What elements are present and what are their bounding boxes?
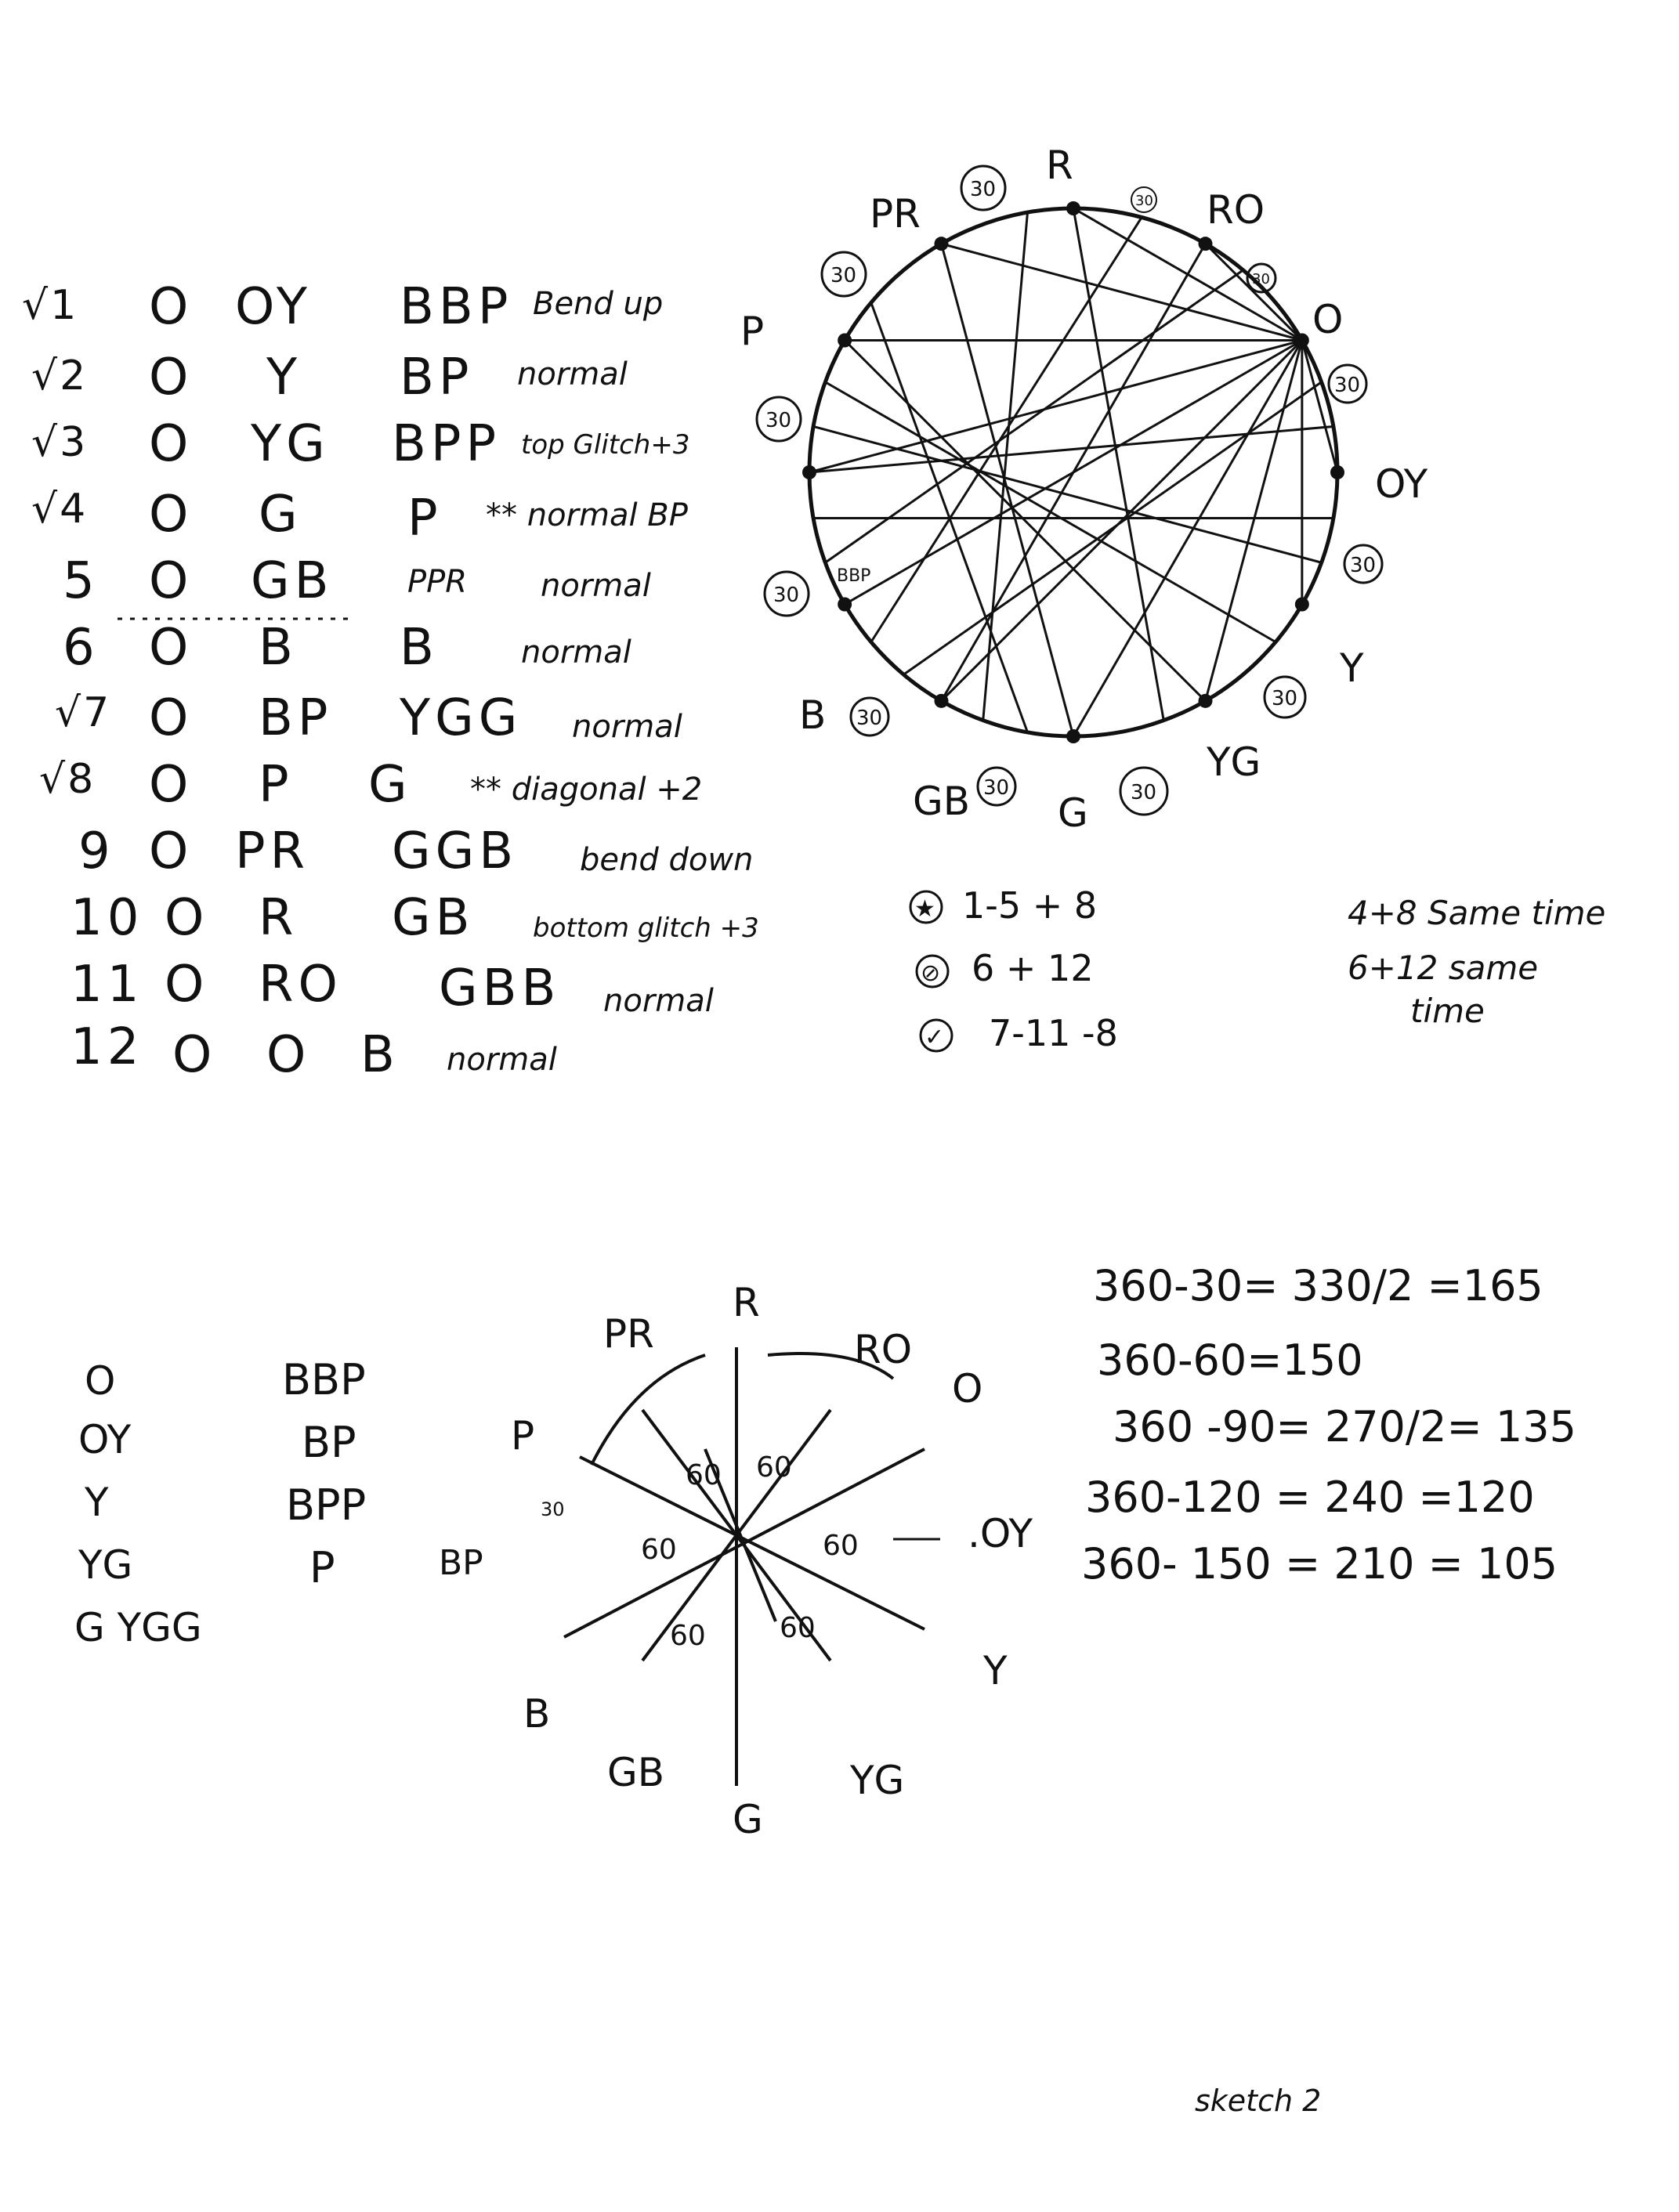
label-oy: .OY <box>968 1511 1033 1556</box>
wheel-node <box>935 237 949 251</box>
row-note: normal <box>603 983 714 1019</box>
angle-label: 30 <box>541 1498 565 1520</box>
row-from: O <box>149 756 194 814</box>
angle-mark <box>978 768 1015 805</box>
top-wheel <box>740 143 1428 836</box>
svg-text:30: 30 <box>1272 687 1298 710</box>
label-ro: RO <box>854 1327 913 1372</box>
angle-label: 60 <box>686 1459 722 1491</box>
row-to: BP <box>400 349 474 407</box>
label-yg: YG <box>1207 739 1261 785</box>
calculations <box>1081 1261 1576 1589</box>
row-note: normal <box>541 568 651 604</box>
wheel-node <box>1295 334 1309 348</box>
group-item <box>910 884 1097 927</box>
row-dir: YG <box>251 415 330 473</box>
label-gb: GB <box>913 779 971 824</box>
label-y: Y <box>983 1648 1008 1693</box>
chord-line <box>942 244 1302 340</box>
label-b: B <box>523 1691 551 1737</box>
wheel-spokes <box>564 1347 925 1786</box>
row-from: O <box>149 822 194 880</box>
wheel-node <box>1330 465 1344 479</box>
label-y: Y <box>1340 645 1364 691</box>
bottom-lists <box>74 1355 483 1650</box>
row-dir: G <box>259 486 302 544</box>
same-time-line3: time <box>1410 992 1485 1030</box>
row-note: ** diagonal +2 <box>470 772 703 808</box>
svg-text:30: 30 <box>1350 554 1377 577</box>
row-note: bottom glitch +3 <box>533 913 759 944</box>
wheel-node <box>1199 694 1213 708</box>
group-mark: ⊘ <box>921 960 941 987</box>
svg-text:30: 30 <box>765 409 792 432</box>
row-to: BBP <box>400 278 513 336</box>
group-text: 1-5 + 8 <box>962 884 1098 927</box>
wheel-chords <box>809 208 1337 736</box>
angle-mark <box>1265 677 1305 717</box>
bottom-wheel <box>511 1280 1033 1842</box>
label-o: O <box>1312 297 1344 342</box>
label-g: G <box>733 1797 763 1842</box>
angle-mark <box>822 252 866 296</box>
row-to: B <box>360 1026 400 1084</box>
angle-label: 60 <box>670 1620 706 1652</box>
angle-label: 60 <box>780 1612 816 1644</box>
label-yg: YG <box>850 1758 905 1803</box>
label-r: R <box>1046 143 1073 188</box>
row-dir: Y <box>266 349 302 407</box>
label-pr: PR <box>603 1311 654 1357</box>
group-mark: ✓ <box>925 1024 945 1051</box>
chord-line <box>1206 341 1302 701</box>
row-check: √7 <box>55 689 112 736</box>
svg-text:30: 30 <box>773 584 800 607</box>
angle-label: 60 <box>823 1530 859 1562</box>
same-time-line2: 6+12 same <box>1348 949 1539 987</box>
svg-text:30: 30 <box>856 707 883 730</box>
row-check: √4 <box>31 486 89 533</box>
row-note: normal <box>447 1042 557 1078</box>
group-item <box>921 1012 1118 1054</box>
angle-label: 60 <box>756 1451 792 1484</box>
footer-label: sketch 2 <box>1195 2084 1322 2118</box>
svg-text:30: 30 <box>1334 374 1361 397</box>
group-text: 7-11 -8 <box>989 1012 1118 1054</box>
calc-line: 360 -90= 270/2= 135 <box>1113 1402 1576 1451</box>
label-g: G <box>1058 790 1088 836</box>
row-to: PPR <box>407 564 468 600</box>
row-from: O <box>149 415 194 473</box>
row-note: normal <box>521 634 631 670</box>
row-number: 12 <box>71 1018 144 1076</box>
row-to: GBB <box>439 960 561 1017</box>
row-from: O <box>149 486 194 544</box>
row-from: O <box>165 956 209 1014</box>
calc-line: 360-60=150 <box>1097 1336 1363 1385</box>
row-number: 5 <box>63 552 100 610</box>
row-check: √8 <box>39 756 96 803</box>
row-number: 9 <box>78 822 115 880</box>
row-check: √2 <box>31 352 89 399</box>
calc-line: 360- 150 = 210 = 105 <box>1081 1539 1558 1589</box>
svg-text:30: 30 <box>830 264 857 287</box>
svg-text:30: 30 <box>1135 193 1153 209</box>
label-ro: RO <box>1207 187 1265 233</box>
row-from: O <box>149 278 194 336</box>
row-note: normal <box>517 356 628 392</box>
svg-text:30: 30 <box>970 178 997 201</box>
angle-mark <box>765 572 809 616</box>
label-p: P <box>740 309 765 354</box>
same-time-line1: 4+8 Same time <box>1348 894 1606 932</box>
row-to: GGB <box>392 822 519 880</box>
col1-item: Y <box>85 1480 109 1525</box>
row-number: 10 <box>71 889 144 947</box>
row-to: B <box>400 619 439 677</box>
col1-item: G YGG <box>74 1605 202 1650</box>
row-from: O <box>165 889 209 947</box>
chord-line <box>813 426 1322 562</box>
row-check: √3 <box>31 419 89 466</box>
row-note: top Glitch+3 <box>521 429 690 461</box>
row-note: Bend up <box>533 286 664 322</box>
col1-item: O <box>85 1358 116 1404</box>
row-dir: OY <box>235 278 312 336</box>
wheel-node <box>1066 201 1080 215</box>
row-from: O <box>149 552 194 610</box>
label-oy: OY <box>1375 461 1428 507</box>
col2-item: BP <box>302 1418 356 1467</box>
row-from: O <box>149 619 194 677</box>
chord-line <box>809 341 1302 473</box>
angle-mark <box>1344 545 1382 583</box>
angle-mark <box>961 166 1005 210</box>
group-legend <box>910 884 1118 1054</box>
label-r: R <box>733 1280 760 1325</box>
label-bbp: BBP <box>837 566 871 586</box>
group-item <box>917 947 1094 989</box>
row-to: P <box>407 490 443 548</box>
col2-item: BPP <box>286 1480 367 1530</box>
row-dir: O <box>266 1026 311 1084</box>
chord-line <box>983 212 1028 721</box>
angle-mark <box>1131 187 1156 212</box>
wheel-node <box>1066 729 1080 743</box>
label-b: B <box>799 692 827 738</box>
label-p: P <box>511 1413 535 1458</box>
row-from: O <box>149 349 194 407</box>
calc-line: 360-120 = 240 =120 <box>1085 1473 1535 1522</box>
angle-mark <box>1120 768 1167 815</box>
row-note: normal <box>572 709 682 745</box>
angle-mark <box>1329 365 1366 403</box>
label-gb: GB <box>607 1750 665 1795</box>
group-mark: ★ <box>914 895 935 923</box>
svg-text:30: 30 <box>983 776 1010 800</box>
row-number: 11 <box>71 956 144 1014</box>
row-note: ** normal BP <box>486 497 688 533</box>
wheel-node <box>838 598 852 612</box>
row-to: BPP <box>392 415 501 473</box>
row-from: O <box>149 689 194 747</box>
row-to: GB <box>392 889 475 947</box>
row-number: 6 <box>63 619 100 677</box>
svg-text:30: 30 <box>1131 781 1157 804</box>
extra-label: BP <box>439 1543 483 1583</box>
row-dir: GB <box>251 552 334 610</box>
wheel-node <box>838 334 852 348</box>
label-pr: PR <box>870 191 921 237</box>
wheel-node <box>935 694 949 708</box>
chord-line <box>1302 341 1337 473</box>
row-from: O <box>172 1026 217 1084</box>
arc <box>592 1355 705 1465</box>
row-note: bend down <box>580 842 754 878</box>
wheel-node <box>802 465 816 479</box>
row-to: G <box>368 756 412 814</box>
row-check: √1 <box>22 282 79 329</box>
col1-item: OY <box>78 1417 132 1462</box>
row-to: YGG <box>400 689 523 747</box>
angle-label: 60 <box>641 1534 677 1566</box>
row-dir: R <box>259 889 299 947</box>
wheel-node <box>1295 598 1309 612</box>
group-text: 6 + 12 <box>972 947 1094 989</box>
row-dir: RO <box>259 956 342 1014</box>
col2-item: BBP <box>282 1355 366 1404</box>
svg-text:30: 30 <box>1252 271 1270 287</box>
angle-mark <box>851 698 888 736</box>
label-o: O <box>952 1366 983 1411</box>
row-dir: P <box>259 756 294 814</box>
chord-line <box>809 426 1333 472</box>
row-dir: B <box>259 619 298 677</box>
col2-item: P <box>309 1543 335 1592</box>
angle-mark <box>757 397 801 441</box>
row-dir: PR <box>235 822 310 880</box>
chord-line <box>871 217 1142 642</box>
wheel-node <box>1199 237 1213 251</box>
col1-item: YG <box>78 1542 133 1588</box>
row-dir: BP <box>259 689 333 747</box>
calc-line: 360-30= 330/2 =165 <box>1093 1261 1543 1310</box>
